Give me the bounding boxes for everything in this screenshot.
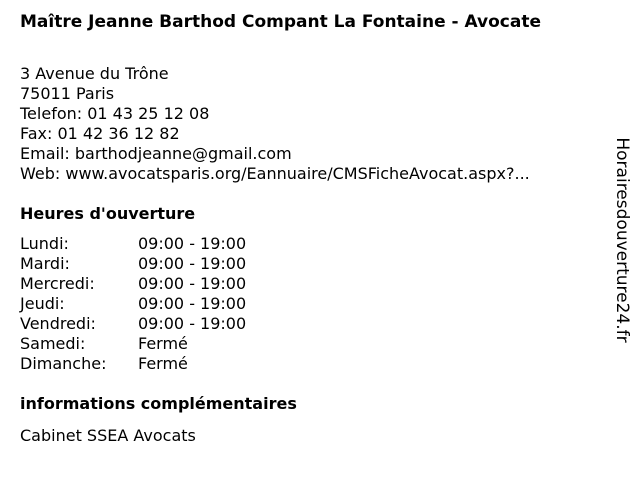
street-address: 3 Avenue du Trône xyxy=(20,64,169,83)
hours-row-tuesday xyxy=(20,254,246,274)
day-label: Dimanche: xyxy=(20,354,107,373)
day-label: Lundi: xyxy=(20,234,69,253)
info-text: Cabinet SSEA Avocats xyxy=(20,426,196,445)
address-block xyxy=(20,64,530,184)
site-watermark: Horairesdouverture24.fr xyxy=(612,137,632,343)
day-label: Vendredi: xyxy=(20,314,96,333)
info-heading: informations complémentaires xyxy=(20,394,297,413)
hours-row-wednesday xyxy=(20,274,246,294)
hours-value: Fermé xyxy=(138,334,188,353)
hours-row-saturday xyxy=(20,334,246,354)
hours-heading: Heures d'ouverture xyxy=(20,204,196,223)
day-label: Mardi: xyxy=(20,254,70,273)
page-title: Maître Jeanne Barthod Compant La Fontaine - Avocate xyxy=(20,12,542,32)
day-label: Samedi: xyxy=(20,334,86,353)
day-label: Jeudi: xyxy=(20,294,65,313)
hours-value: 09:00 - 19:00 xyxy=(138,254,247,273)
phone-number: Telefon: 01 43 25 12 08 xyxy=(20,104,210,123)
hours-value: 09:00 - 19:00 xyxy=(138,234,247,253)
city: 75011 Paris xyxy=(20,84,115,103)
hours-row-thursday xyxy=(20,294,246,314)
email-address: Email: barthodjeanne@gmail.com xyxy=(20,144,292,163)
hours-value: Fermé xyxy=(138,354,188,373)
website-url: Web: www.avocatsparis.org/Eannuaire/CMSFicheAvocat.aspx?... xyxy=(20,164,530,183)
hours-row-friday xyxy=(20,314,246,334)
fax-number: Fax: 01 42 36 12 82 xyxy=(20,124,180,143)
hours-value: 09:00 - 19:00 xyxy=(138,294,247,313)
day-label: Mercredi: xyxy=(20,274,95,293)
hours-table xyxy=(20,234,246,374)
hours-value: 09:00 - 19:00 xyxy=(138,314,247,333)
hours-row-monday xyxy=(20,234,246,254)
hours-row-sunday xyxy=(20,354,246,374)
hours-value: 09:00 - 19:00 xyxy=(138,274,247,293)
